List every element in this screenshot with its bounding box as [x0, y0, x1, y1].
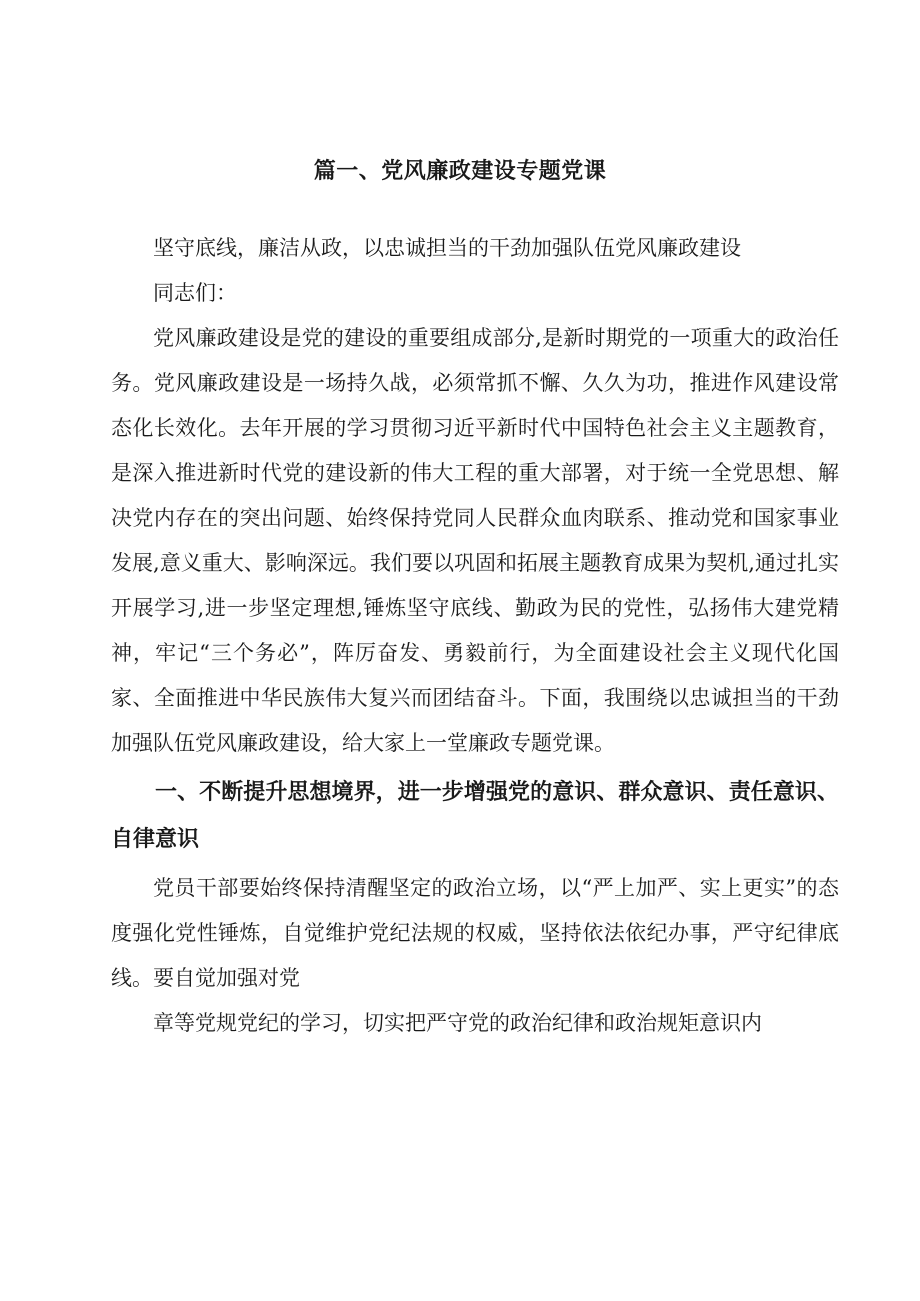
document-title: 篇一、党风廉政建设专题党课	[313, 159, 607, 184]
subtitle-line: 坚守底线，廉洁从政，以忠诚担当的干劲加强队伍党风廉政建设	[153, 236, 741, 260]
salutation: 同志们：	[153, 281, 237, 305]
section-paragraph: 章等党规党纪的学习，切实把严守党的政治纪律和政治规矩意识内	[153, 1011, 762, 1035]
document-body	[111, 226, 839, 1046]
section-heading: 一、不断提升思想境界，进一步增强党的意识、群众意识、责任意识、自律意识	[111, 780, 839, 852]
section-paragraph: 党员干部要始终保持清醒坚定的政治立场，以“严上加严、实上更实”的态度强化党性锤炼，自觉维护党纪法规的权威，坚持依法依纪办事，严守纪律底线。要自觉加强对党	[111, 876, 839, 990]
intro-paragraph: 党风廉政建设是党的建设的重要组成部分,是新时期党的一项重大的政治任务。党风廉政建设是一场持久战，必须常抓不懈、久久为功，推进作风建设常态化长效化。去年开展的学习贯彻习近平新时代中国特色社会主义主题教育，是深入推进新时代党的建设新的伟大工程的重大部署，对于统一全党思想、解决党内存在的突出问题、始终保持党同人民群众血肉联系、推动党和国家事业发展,意义重大、影响深远。我们要以巩固和拓展主题教育成果为契机,通过扎实开展学习,进一步坚定理想,锤炼坚守底线、勤政为民的党性，弘扬伟大建党精神，牢记“三个务必”，阵厉奋发、勇毅前行，为全面建设社会主义现代化国家、全面推进中华民族伟大复兴而团结奋斗。下面，我围绕以忠诚担当的干劲加强队伍党风廉政建设，给大家上一堂廉政专题党课。	[111, 326, 839, 755]
